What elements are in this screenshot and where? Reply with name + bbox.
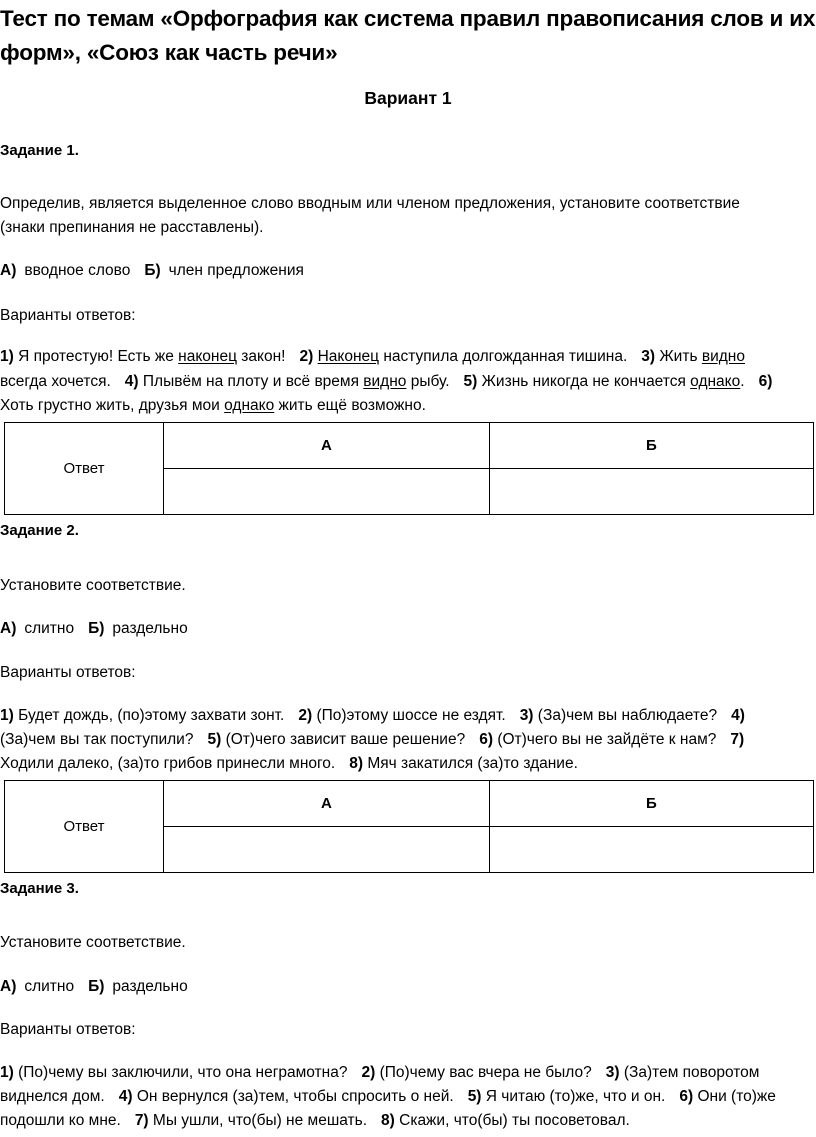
task-2-answers-label: Варианты ответов: <box>0 664 136 681</box>
item-number: 4) <box>118 1088 133 1105</box>
task-3-items-line-1 <box>0 1061 816 1085</box>
list-item <box>0 1064 347 1081</box>
task-2-items-line-3 <box>0 752 816 776</box>
option-b-text: член предложения <box>168 262 304 279</box>
item-text: жить ещё возможно. <box>274 397 426 414</box>
item-text: всегда хочется. <box>0 373 111 390</box>
item-number: 3) <box>519 707 534 724</box>
column-b-header: Б <box>489 781 813 827</box>
item-text: Плывём на плоту и всё время <box>142 373 364 390</box>
item-text: (За)чем вы так поступили? <box>0 731 194 748</box>
option-b-text: раздельно <box>112 620 188 637</box>
task-2-items-line-1 <box>0 704 816 728</box>
item-text: (По)чему вы заключили, что она неграмотна? <box>18 1064 348 1081</box>
answer-cell-a[interactable] <box>164 469 490 515</box>
item-number: 6) <box>679 1088 694 1105</box>
item-text: Он вернулся (за)тем, чтобы спросить о ней. <box>136 1088 454 1105</box>
task-3-answers-label: Варианты ответов: <box>0 1021 136 1038</box>
list-item <box>520 707 717 724</box>
list-item <box>479 731 716 748</box>
task-3-heading: Задание 3. <box>0 880 79 897</box>
item-text: наступила долгожданная тишина. <box>379 348 628 365</box>
highlighted-word: Наконец <box>317 348 380 365</box>
answer-cell-b[interactable] <box>489 469 813 515</box>
item-number: 8) <box>349 755 364 772</box>
item-number: 5) <box>463 373 478 390</box>
list-item <box>361 1064 591 1081</box>
item-number: 6) <box>479 731 494 748</box>
item-number: 7) <box>730 731 745 748</box>
item-text: Я протестую! Есть же <box>18 348 179 365</box>
item-number: 5) <box>207 731 222 748</box>
task-1-items-line-3 <box>0 394 816 418</box>
item-text: Мы ушли, что(бы) не мешать. <box>152 1112 368 1129</box>
task-1-items-line-2 <box>0 370 816 394</box>
list-item <box>381 1112 630 1129</box>
answer-cell-a[interactable] <box>164 827 490 873</box>
list-item <box>0 348 285 365</box>
item-text: Жизнь никогда не кончается <box>481 373 691 390</box>
option-a-text: вводное слово <box>24 262 131 279</box>
item-text: Хоть грустно жить, друзья мои <box>0 397 225 414</box>
item-text: Мяч закатился (за)то здание. <box>367 755 578 772</box>
task-1-items-line-1 <box>0 345 816 369</box>
item-text: (По)чему вас вчера не было? <box>379 1064 592 1081</box>
list-item <box>207 731 465 748</box>
item-number: 8) <box>381 1112 395 1129</box>
task-2-items-line-2 <box>0 728 816 752</box>
highlighted-word: однако <box>224 397 275 414</box>
list-item <box>125 373 450 390</box>
option-a-text: слитно <box>24 620 75 637</box>
highlighted-word: видно <box>363 373 407 390</box>
page-title: Тест по темам «Орфография как система правил правописания слов и их форм», «Союз как часть речи» <box>0 6 816 65</box>
list-item <box>298 707 505 724</box>
item-text-part: подошли ко мне. <box>0 1112 121 1129</box>
option-b-letter: Б) <box>88 620 105 637</box>
answer-row-label: Ответ <box>5 781 164 873</box>
variant-heading: Вариант 1 <box>364 88 452 108</box>
item-number: 4) <box>731 707 745 724</box>
task-2-heading: Задание 2. <box>0 522 79 539</box>
highlighted-word: наконец <box>178 348 237 365</box>
option-a-letter: А) <box>0 262 17 279</box>
item-text: (От)чего вы не зайдёте к нам? <box>497 731 717 748</box>
answer-cell-b[interactable] <box>489 827 813 873</box>
item-number: 4) <box>124 373 139 390</box>
item-text-part: виднелся дом. <box>0 1088 105 1105</box>
item-number: 3) <box>641 348 656 365</box>
task-1-options <box>0 259 816 283</box>
option-b-text: раздельно <box>112 978 188 995</box>
item-number: 1) <box>0 1064 14 1081</box>
item-text: закон! <box>236 348 286 365</box>
item-number: 6) <box>758 373 773 390</box>
column-b-header: Б <box>489 423 813 469</box>
list-item <box>135 1112 367 1129</box>
item-text: Я читаю (то)же, что и он. <box>485 1088 666 1105</box>
task-1-instruction-line-1: Определив, является выделенное слово вводным или членом предложения, установите соответствие <box>0 195 740 212</box>
item-number: 1) <box>0 348 14 365</box>
column-a-header: А <box>164 423 490 469</box>
item-text: Ходили далеко, (за)то грибов принесли много. <box>0 755 336 772</box>
item-number: 5) <box>467 1088 482 1105</box>
item-number: 2) <box>299 348 314 365</box>
option-b-letter: Б) <box>144 262 161 279</box>
item-number: 2) <box>361 1064 376 1081</box>
option-a-letter: А) <box>0 978 17 995</box>
item-text: рыбу. <box>406 373 450 390</box>
list-item <box>299 348 627 365</box>
item-text: (За)чем вы наблюдаете? <box>537 707 718 724</box>
task-1-instruction-line-2: (знаки препинания не расставлены). <box>0 219 264 236</box>
list-item <box>0 707 284 724</box>
task-1-answer-table <box>4 422 814 515</box>
task-3-options <box>0 975 816 999</box>
task-2-answer-table <box>4 780 814 873</box>
answer-row-label: Ответ <box>5 423 164 515</box>
option-a-letter: А) <box>0 620 17 637</box>
task-1-heading: Задание 1. <box>0 142 79 159</box>
item-text: Жить <box>659 348 702 365</box>
list-item <box>464 373 745 390</box>
list-item <box>641 348 745 365</box>
item-text: Скажи, что(бы) ты посоветовал. <box>399 1112 630 1129</box>
task-1-answers-label: Варианты ответов: <box>0 307 136 324</box>
list-item <box>468 1088 666 1105</box>
item-text: Будет дождь, (по)этому захвати зонт. <box>18 707 285 724</box>
task-3-items-line-3 <box>0 1109 816 1133</box>
item-number: 2) <box>298 707 313 724</box>
item-text: (От)чего зависит ваше решение? <box>225 731 466 748</box>
item-number: 1) <box>0 707 14 724</box>
item-text: (По)этому шоссе не ездят. <box>316 707 506 724</box>
list-item <box>349 755 578 772</box>
item-text: . <box>740 373 745 390</box>
highlighted-word: видно <box>701 348 745 365</box>
item-number: 7) <box>134 1112 149 1129</box>
highlighted-word: однако <box>690 373 741 390</box>
item-text-part: (За)тем поворотом <box>623 1064 760 1081</box>
column-a-header: А <box>164 781 490 827</box>
item-text-part: Они (то)же <box>697 1088 776 1105</box>
task-2-options <box>0 617 816 641</box>
item-number: 3) <box>605 1064 620 1081</box>
task-3-items-line-2 <box>0 1085 816 1109</box>
option-b-letter: Б) <box>88 978 105 995</box>
list-item <box>119 1088 454 1105</box>
task-3-instruction: Установите соответствие. <box>0 934 186 951</box>
task-2-instruction: Установите соответствие. <box>0 577 186 594</box>
option-a-text: слитно <box>24 978 75 995</box>
